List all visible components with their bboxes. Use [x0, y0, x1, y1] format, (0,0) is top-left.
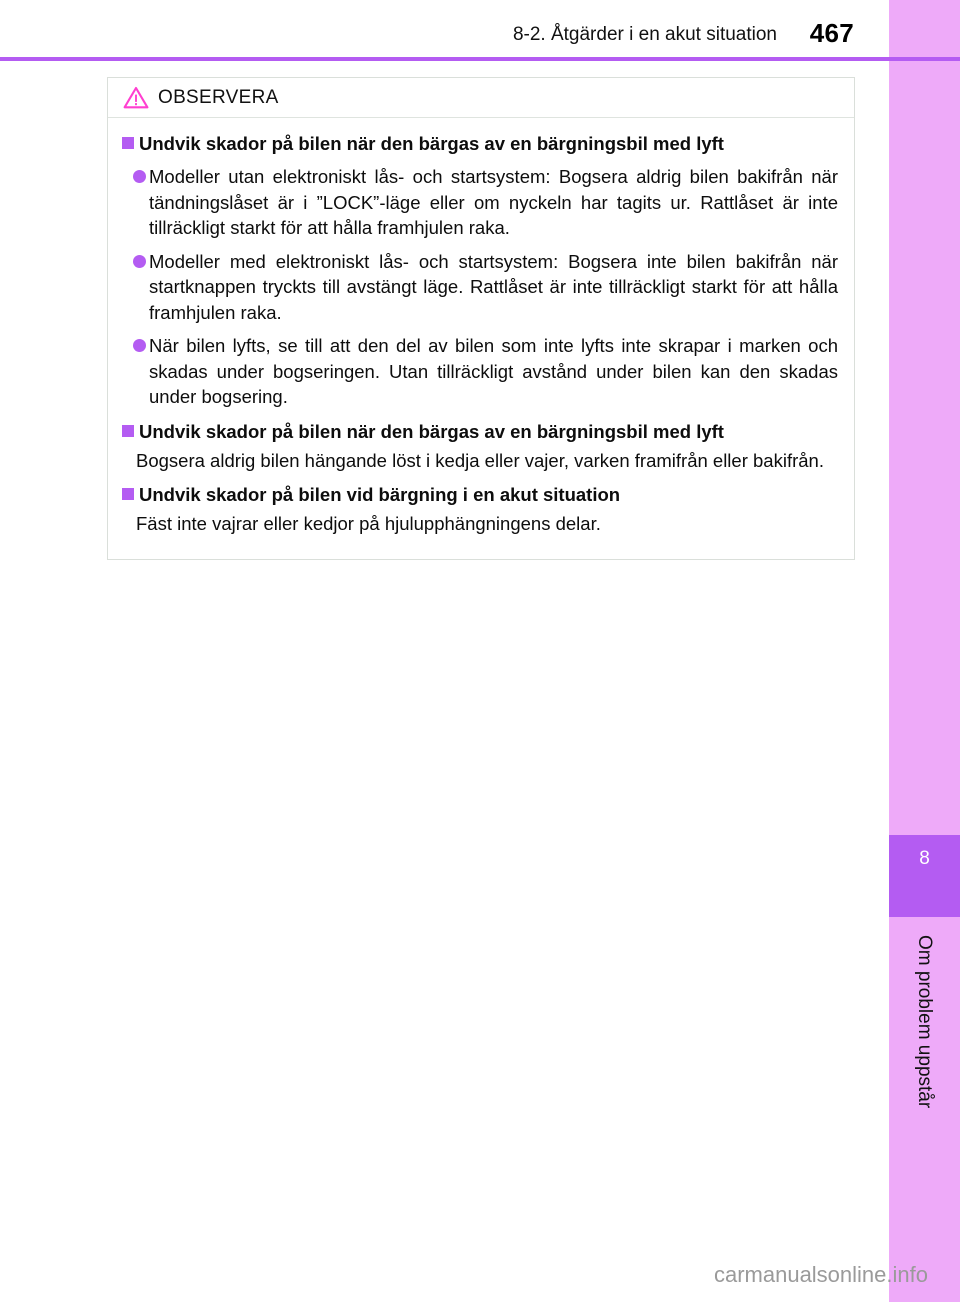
section-paragraph: Bogsera aldrig bilen hängande löst i kedja eller vajer, varken framifrån eller bakifrån. [136, 449, 824, 471]
square-bullet-icon [122, 488, 134, 500]
notice-bullet-item [115, 333, 838, 410]
chapter-title-vertical: Om problem uppstår [914, 935, 935, 1109]
round-bullet-icon [133, 170, 146, 183]
section-paragraph: Fäst inte vajrar eller kedjor på hjulupphängningens delar. [136, 513, 601, 534]
round-bullet-icon [133, 339, 146, 352]
watermark: carmanualsonline.info [713, 1262, 928, 1287]
section-heading-text: Undvik skador på bilen vid bärgning i en akut situation [139, 484, 621, 505]
notice-section-heading [115, 482, 838, 507]
chapter-tab-column [889, 0, 960, 1302]
notice-bullet-item [115, 164, 838, 241]
section-heading-text: Undvik skador på bilen när den bärgas av en bärgningsbil med lyft [139, 133, 724, 154]
page-number: 467 [809, 18, 854, 48]
bullet-text: Modeller utan elektroniskt lås- och startsystem: Bogsera aldrig bilen bakifrån när tändningslåset är i ”LOCK”-läge eller om nyckeln har tagits ur. Rattlåset är inte tillräckligt starkt för att hålla framhjulen raka. [149, 166, 838, 238]
header-section-title: 8-2. Åtgärder i en akut situation [512, 24, 777, 45]
notice-section-heading [115, 131, 838, 156]
notice-section-heading [115, 419, 838, 444]
notice-header [108, 78, 854, 118]
chapter-tab [889, 835, 960, 917]
notice-box [107, 77, 855, 560]
square-bullet-icon [122, 425, 134, 437]
bullet-text: Modeller med elektroniskt lås- och startsystem: Bogsera inte bilen bakifrån när startknappen tryckts till avstängt läge. Rattlåset är inte tillräckligt starkt för att hålla framhjulen raka. [149, 250, 838, 323]
notice-bullet-item [115, 249, 838, 326]
square-bullet-icon [122, 137, 134, 149]
notice-title: OBSERVERA [158, 87, 279, 108]
notice-body [108, 118, 854, 559]
header-divider-rule [0, 57, 960, 61]
section-heading-text: Undvik skador på bilen när den bärgas av en bärgningsbil med lyft [139, 420, 724, 442]
bullet-text: När bilen lyfts, se till att den del av bilen som inte lyfts inte skrapar i marken och skadas under bogseringen. Utan tillräckligt avstånd under bilen kan den skadas under bogsering. [149, 335, 838, 407]
round-bullet-icon [133, 255, 146, 268]
chapter-number: 8 [919, 848, 930, 869]
warning-triangle-icon [123, 86, 149, 109]
page-header [0, 0, 889, 54]
